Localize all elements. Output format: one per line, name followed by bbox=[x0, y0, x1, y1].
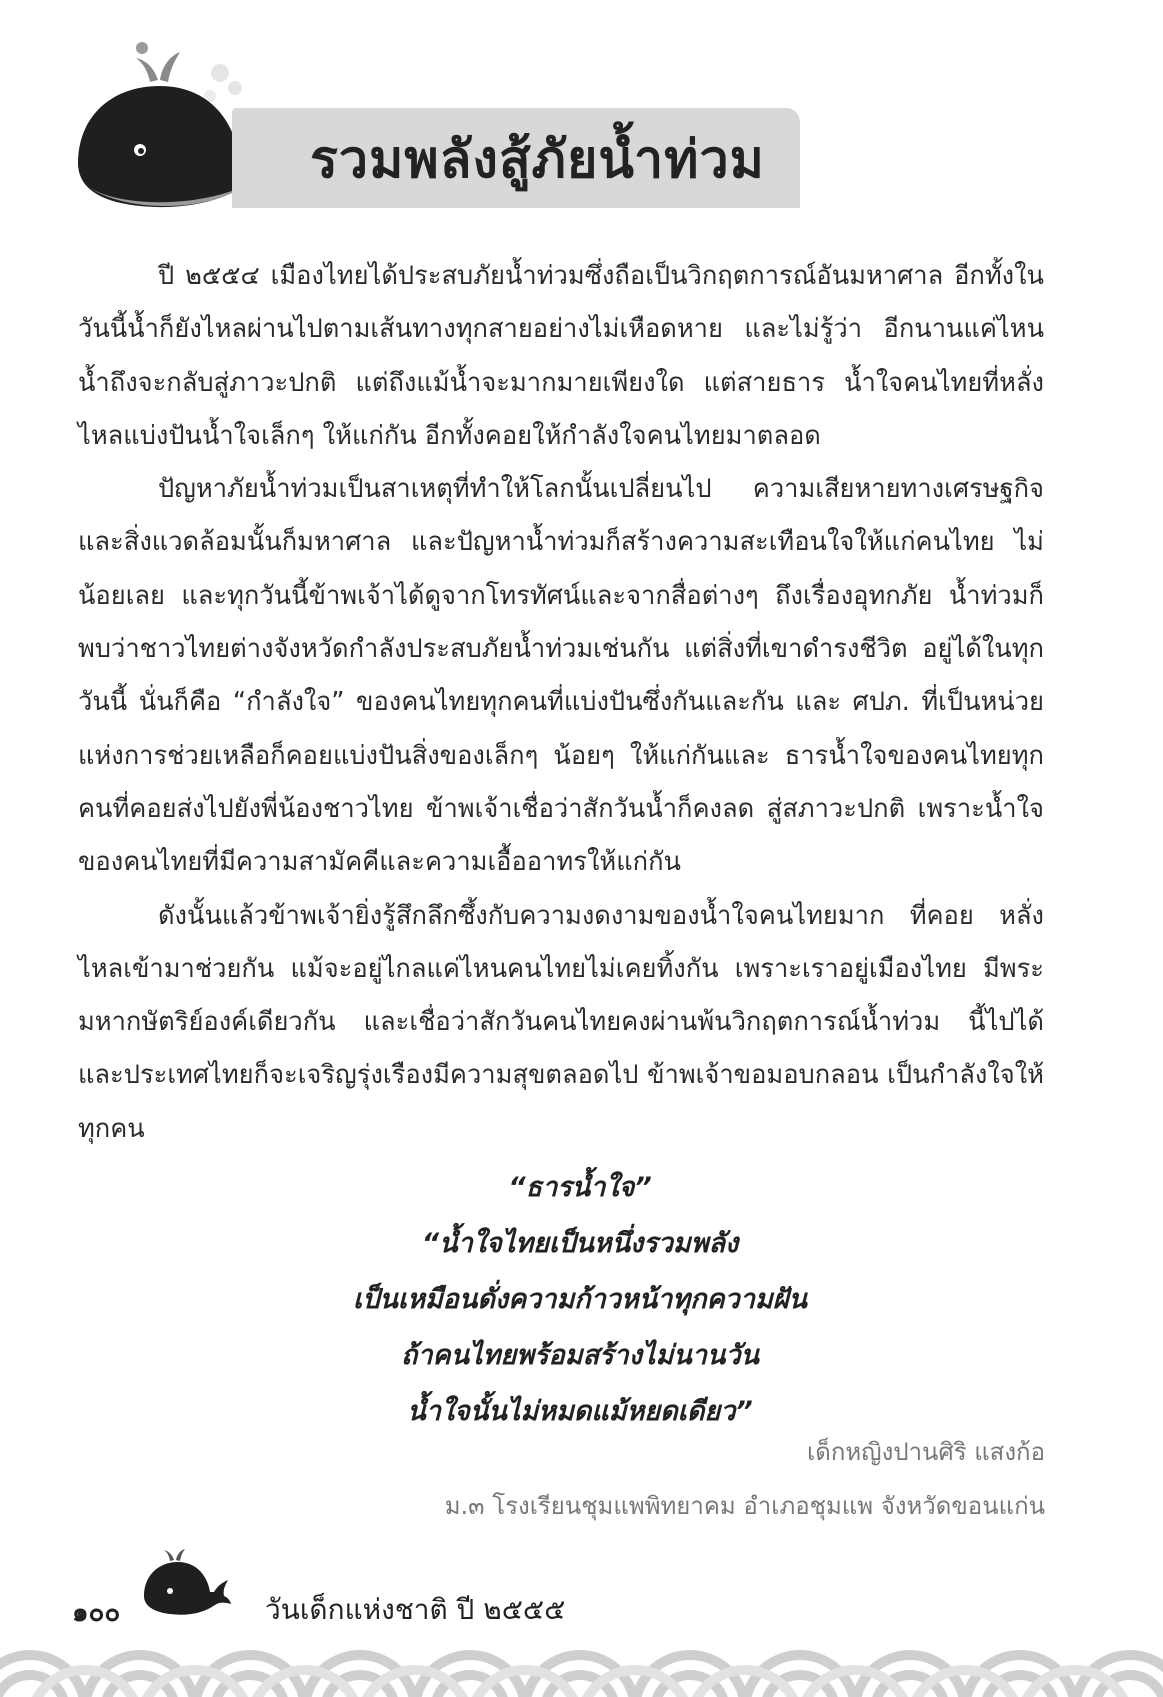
poem-line: น้ำใจนั้นไม่หมดแม้หยดเดียว” bbox=[407, 1396, 753, 1427]
poem-line: ถ้าคนไทยพร้อมสร้างไม่นานวัน bbox=[401, 1340, 759, 1371]
paragraph-1: ปี ๒๕๕๔ เมืองไทยได้ประสบภัยน้ำท่วมซึ่งถือเป็นวิกฤตการณ์อันมหาศาล อีกทั้งในวันนี้น้ำก็ยังไหลผ่านไปตามเส้นทางทุกสายอย่างไม่เหือดหาย และไม่รู้ว่า อีกนานแค่ไหนน้ำถึงจะกลับสู่ภาวะปกติ แต่ถึงแม้น้ำจะมากมายเพียงใด แต่สายธาร น้ำใจคนไทยที่หลั่งไหลแบ่งปันน้ำใจเล็กๆ ให้แก่กัน อีกทั้งคอยให้กำลังใจคนไทยมาตลอด bbox=[78, 261, 1044, 451]
footer-whale-icon bbox=[140, 1546, 232, 1618]
paragraph-2: ปัญหาภัยน้ำท่วมเป็นสาเหตุที่ทำให้โลกนั้นเปลี่ยนไป ความเสียหายทางเศรษฐกิจ และสิ่งแวดล้อมนั้นก็มหาศาล และปัญหาน้ำท่วมก็สร้างความสะเทือนใจให้แก่คนไทย ไม่น้อยเลย และทุกวันนี้ข้าพเจ้าได้ดูจากโทรทัศน์และจากสื่อต่างๆ ถึงเรื่องอุทกภัย น้ำท่วมก็พบว่าชาวไทยต่างจังหวัดกำลังประสบภัยน้ำท่วมเช่นกัน แต่สิ่งที่เขาดำรงชีวิต อยู่ได้ในทุกวันนี้ นั่นก็คือ “กำลังใจ” ของคนไทยทุกคนที่แบ่งปันซึ่งกันและกัน และ ศปภ. ที่เป็นหน่วยแห่งการช่วยเหลือก็คอยแบ่งปันสิ่งของเล็กๆ น้อยๆ ให้แก่กันและ ธารน้ำใจของคนไทยทุกคนที่คอยส่งไปยังพี่น้องชาวไทย ข้าพเจ้าเชื่อว่าสักวันน้ำก็คงลด สู่สภาวะปกติ เพราะน้ำใจของคนไทยที่มีความสามัคคีและความเอื้ออาทรให้แก่กัน bbox=[78, 474, 1044, 878]
poem-line: เป็นเหมือนดั่งความก้าวหน้าทุกความฝัน bbox=[353, 1284, 807, 1315]
paragraph-3: ดังนั้นแล้วข้าพเจ้ายิ่งรู้สึกลึกซึ้งกับความงดงามของน้ำใจคนไทยมาก ที่คอย หลั่งไหลเข้ามาช่วยกัน แม้จะอยู่ไกลแค่ไหนคนไทยไม่เคยทิ้งกัน เพราะเราอยู่เมืองไทย มีพระมหากษัตริย์องค์เดียวกัน และเชื่อว่าสักวันคนไทยคงผ่านพ้นวิกฤตการณ์น้ำท่วม นี้ไปได้ และประเทศไทยก็จะเจริญรุ่งเรืองมีความสุขตลอดไป ข้าพเจ้าขอมอบกลอน เป็นกำลังใจให้ทุกคน bbox=[78, 900, 1044, 1144]
poem bbox=[200, 1160, 960, 1440]
poem-title: “ธารน้ำใจ” bbox=[508, 1172, 652, 1203]
footer-title: วันเด็กแห่งชาติ ปี ๒๕๕๕ bbox=[265, 1593, 566, 1626]
author-name: เด็กหญิงปานศิริ แสงก้อ bbox=[807, 1438, 1045, 1466]
wave-decoration bbox=[0, 1620, 1163, 1697]
page-title: รวมพลังสู้ภัยน้ำท่วม bbox=[310, 130, 765, 190]
page-number: ๑๐๐ bbox=[72, 1598, 121, 1628]
poem-line: “น้ำใจไทยเป็นหนึ่งรวมพลัง bbox=[421, 1228, 739, 1259]
author-credit bbox=[445, 1425, 1045, 1533]
article-body bbox=[78, 250, 1044, 1156]
author-school: ม.๓ โรงเรียนชุมแพพิทยาคม อำเภอชุมแพ จังหวัดขอนแก่น bbox=[444, 1492, 1045, 1520]
